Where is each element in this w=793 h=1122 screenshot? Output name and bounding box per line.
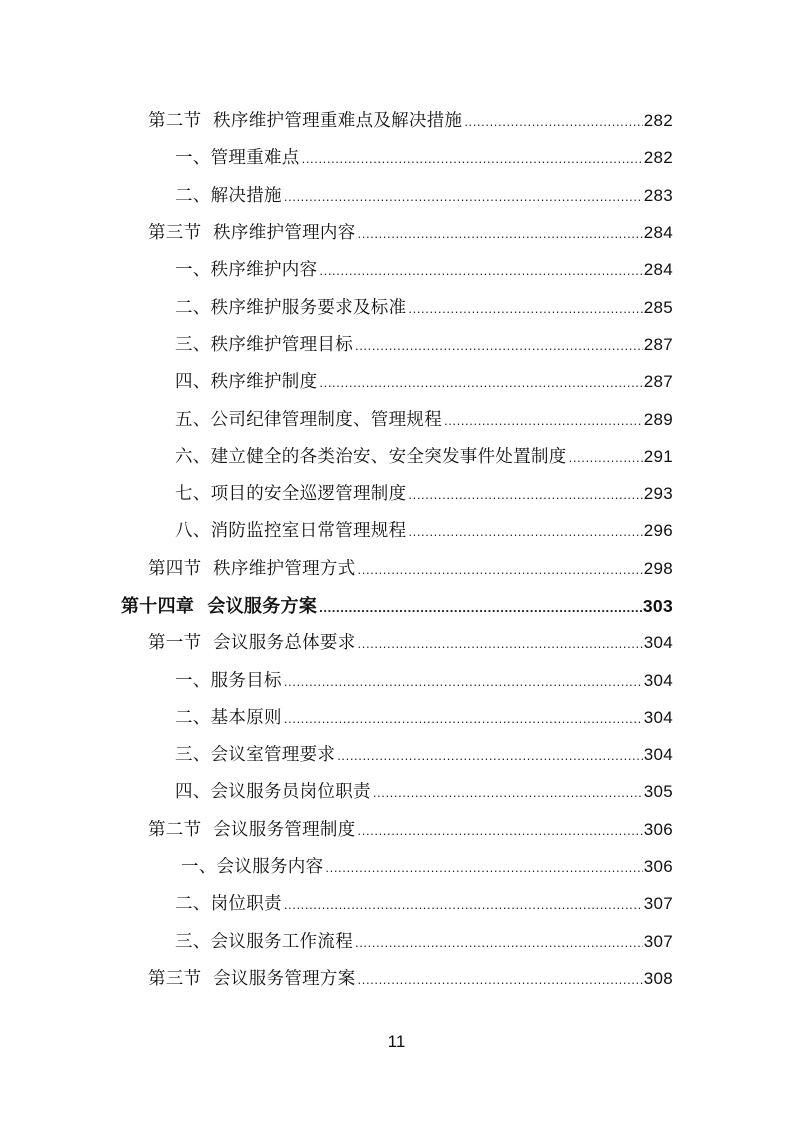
toc-entry-label: 一、服务目标 xyxy=(175,670,282,691)
toc-entry[interactable] xyxy=(0,810,793,847)
toc-entry-label: 第三节 会议服务管理方案 xyxy=(148,968,356,989)
toc-entry-page: 304 xyxy=(643,745,673,765)
toc-entry[interactable] xyxy=(0,287,793,324)
toc-entry-page: 298 xyxy=(643,558,673,578)
toc-entry-label: 六、建立健全的各类治安、安全突发事件处置制度 xyxy=(175,446,567,467)
toc-chapter-page: 303 xyxy=(642,595,673,616)
dot-leader xyxy=(319,375,642,390)
toc-entry-page: 304 xyxy=(643,707,673,727)
toc-entry[interactable] xyxy=(0,176,793,213)
toc-entry-label: 第二节 会议服务管理制度 xyxy=(148,819,356,840)
dot-leader xyxy=(284,711,643,726)
toc-entry-page: 285 xyxy=(643,297,673,317)
toc-entry[interactable] xyxy=(0,847,793,884)
toc-entry[interactable] xyxy=(0,213,793,250)
toc-entry-page: 282 xyxy=(643,111,673,131)
toc-entry-label: 四、秩序维护制度 xyxy=(175,372,318,393)
toc-entry[interactable] xyxy=(0,660,793,697)
dot-leader xyxy=(358,972,643,987)
toc-entry-page: 307 xyxy=(643,894,673,914)
toc-entry[interactable] xyxy=(0,623,793,660)
table-of-contents xyxy=(0,101,793,996)
toc-entry-label: 第四节 秩序维护管理方式 xyxy=(148,558,356,579)
toc-entry-page: 305 xyxy=(643,782,673,802)
toc-entry-page: 304 xyxy=(643,670,673,690)
toc-entry[interactable] xyxy=(0,922,793,959)
toc-entry[interactable] xyxy=(0,101,793,138)
toc-entry-label: 三、秩序维护管理目标 xyxy=(175,334,353,355)
toc-chapter-label: 第十四章 会议服务方案 xyxy=(121,595,318,617)
page-number: 11 xyxy=(387,1032,406,1051)
toc-entry-page: 283 xyxy=(643,185,673,205)
dot-leader xyxy=(444,413,643,428)
toc-entry-page: 287 xyxy=(643,334,673,354)
toc-entry-label: 二、基本原则 xyxy=(175,707,282,728)
toc-entry[interactable] xyxy=(0,437,793,474)
dot-leader xyxy=(373,785,643,800)
toc-entry-label: 一、会议服务内容 xyxy=(181,857,324,878)
toc-entry-page: 291 xyxy=(643,446,673,466)
dot-leader xyxy=(408,487,642,502)
toc-entry-label: 一、秩序维护内容 xyxy=(175,260,318,281)
dot-leader xyxy=(358,226,643,241)
toc-entry[interactable] xyxy=(0,698,793,735)
toc-entry[interactable] xyxy=(0,325,793,362)
toc-entry-page: 289 xyxy=(643,409,673,429)
toc-entry-label: 第二节 秩序维护管理重难点及解决措施 xyxy=(148,111,463,132)
toc-entry[interactable] xyxy=(0,884,793,921)
dot-leader xyxy=(302,151,643,166)
toc-entry-label: 第一节 会议服务总体要求 xyxy=(148,633,356,654)
toc-entry-label: 七、项目的安全巡逻管理制度 xyxy=(175,484,407,505)
toc-entry-label: 二、岗位职责 xyxy=(175,894,282,915)
dot-leader xyxy=(355,338,643,353)
toc-chapter-entry[interactable] xyxy=(0,586,793,623)
toc-entry-label: 第三节 秩序维护管理内容 xyxy=(148,223,356,244)
toc-entry[interactable] xyxy=(0,399,793,436)
toc-entry-label: 三、会议室管理要求 xyxy=(175,745,336,766)
dot-leader xyxy=(325,860,642,875)
dot-leader xyxy=(464,114,642,129)
toc-entry-page: 296 xyxy=(643,521,673,541)
toc-entry-label: 一、管理重难点 xyxy=(175,148,300,169)
toc-entry[interactable] xyxy=(0,772,793,809)
dot-leader xyxy=(284,674,643,689)
toc-entry-label: 八、消防监控室日常管理规程 xyxy=(175,521,407,542)
toc-entry-page: 308 xyxy=(643,968,673,988)
dot-leader xyxy=(569,450,643,465)
dot-leader xyxy=(358,823,643,838)
dot-leader xyxy=(337,748,643,763)
toc-entry[interactable] xyxy=(0,511,793,548)
toc-entry-page: 307 xyxy=(643,931,673,951)
toc-entry[interactable] xyxy=(0,549,793,586)
dot-leader xyxy=(284,897,643,912)
toc-entry-label: 二、秩序维护服务要求及标准 xyxy=(175,297,407,318)
toc-entry[interactable] xyxy=(0,959,793,996)
dot-leader xyxy=(355,935,643,950)
toc-entry[interactable] xyxy=(0,250,793,287)
dot-leader xyxy=(408,524,642,539)
toc-entry-page: 304 xyxy=(643,633,673,653)
toc-entry-label: 五、公司纪律管理制度、管理规程 xyxy=(175,409,442,430)
toc-entry-page: 306 xyxy=(643,819,673,839)
toc-entry-page: 293 xyxy=(643,484,673,504)
toc-entry[interactable] xyxy=(0,735,793,772)
toc-entry-page: 282 xyxy=(643,148,673,168)
toc-entry-page: 284 xyxy=(643,223,673,243)
toc-entry-label: 二、解决措施 xyxy=(175,185,282,206)
dot-leader xyxy=(408,301,642,316)
dot-leader xyxy=(319,600,642,615)
toc-entry-page: 287 xyxy=(643,372,673,392)
dot-leader xyxy=(358,636,643,651)
toc-entry-label: 四、会议服务员岗位职责 xyxy=(175,782,371,803)
toc-entry[interactable] xyxy=(0,138,793,175)
toc-entry[interactable] xyxy=(0,362,793,399)
toc-entry-page: 284 xyxy=(643,260,673,280)
toc-entry-label: 三、会议服务工作流程 xyxy=(175,931,353,952)
toc-entry[interactable] xyxy=(0,474,793,511)
dot-leader xyxy=(284,189,643,204)
dot-leader xyxy=(358,562,643,577)
dot-leader xyxy=(319,263,642,278)
toc-entry-page: 306 xyxy=(643,857,673,877)
